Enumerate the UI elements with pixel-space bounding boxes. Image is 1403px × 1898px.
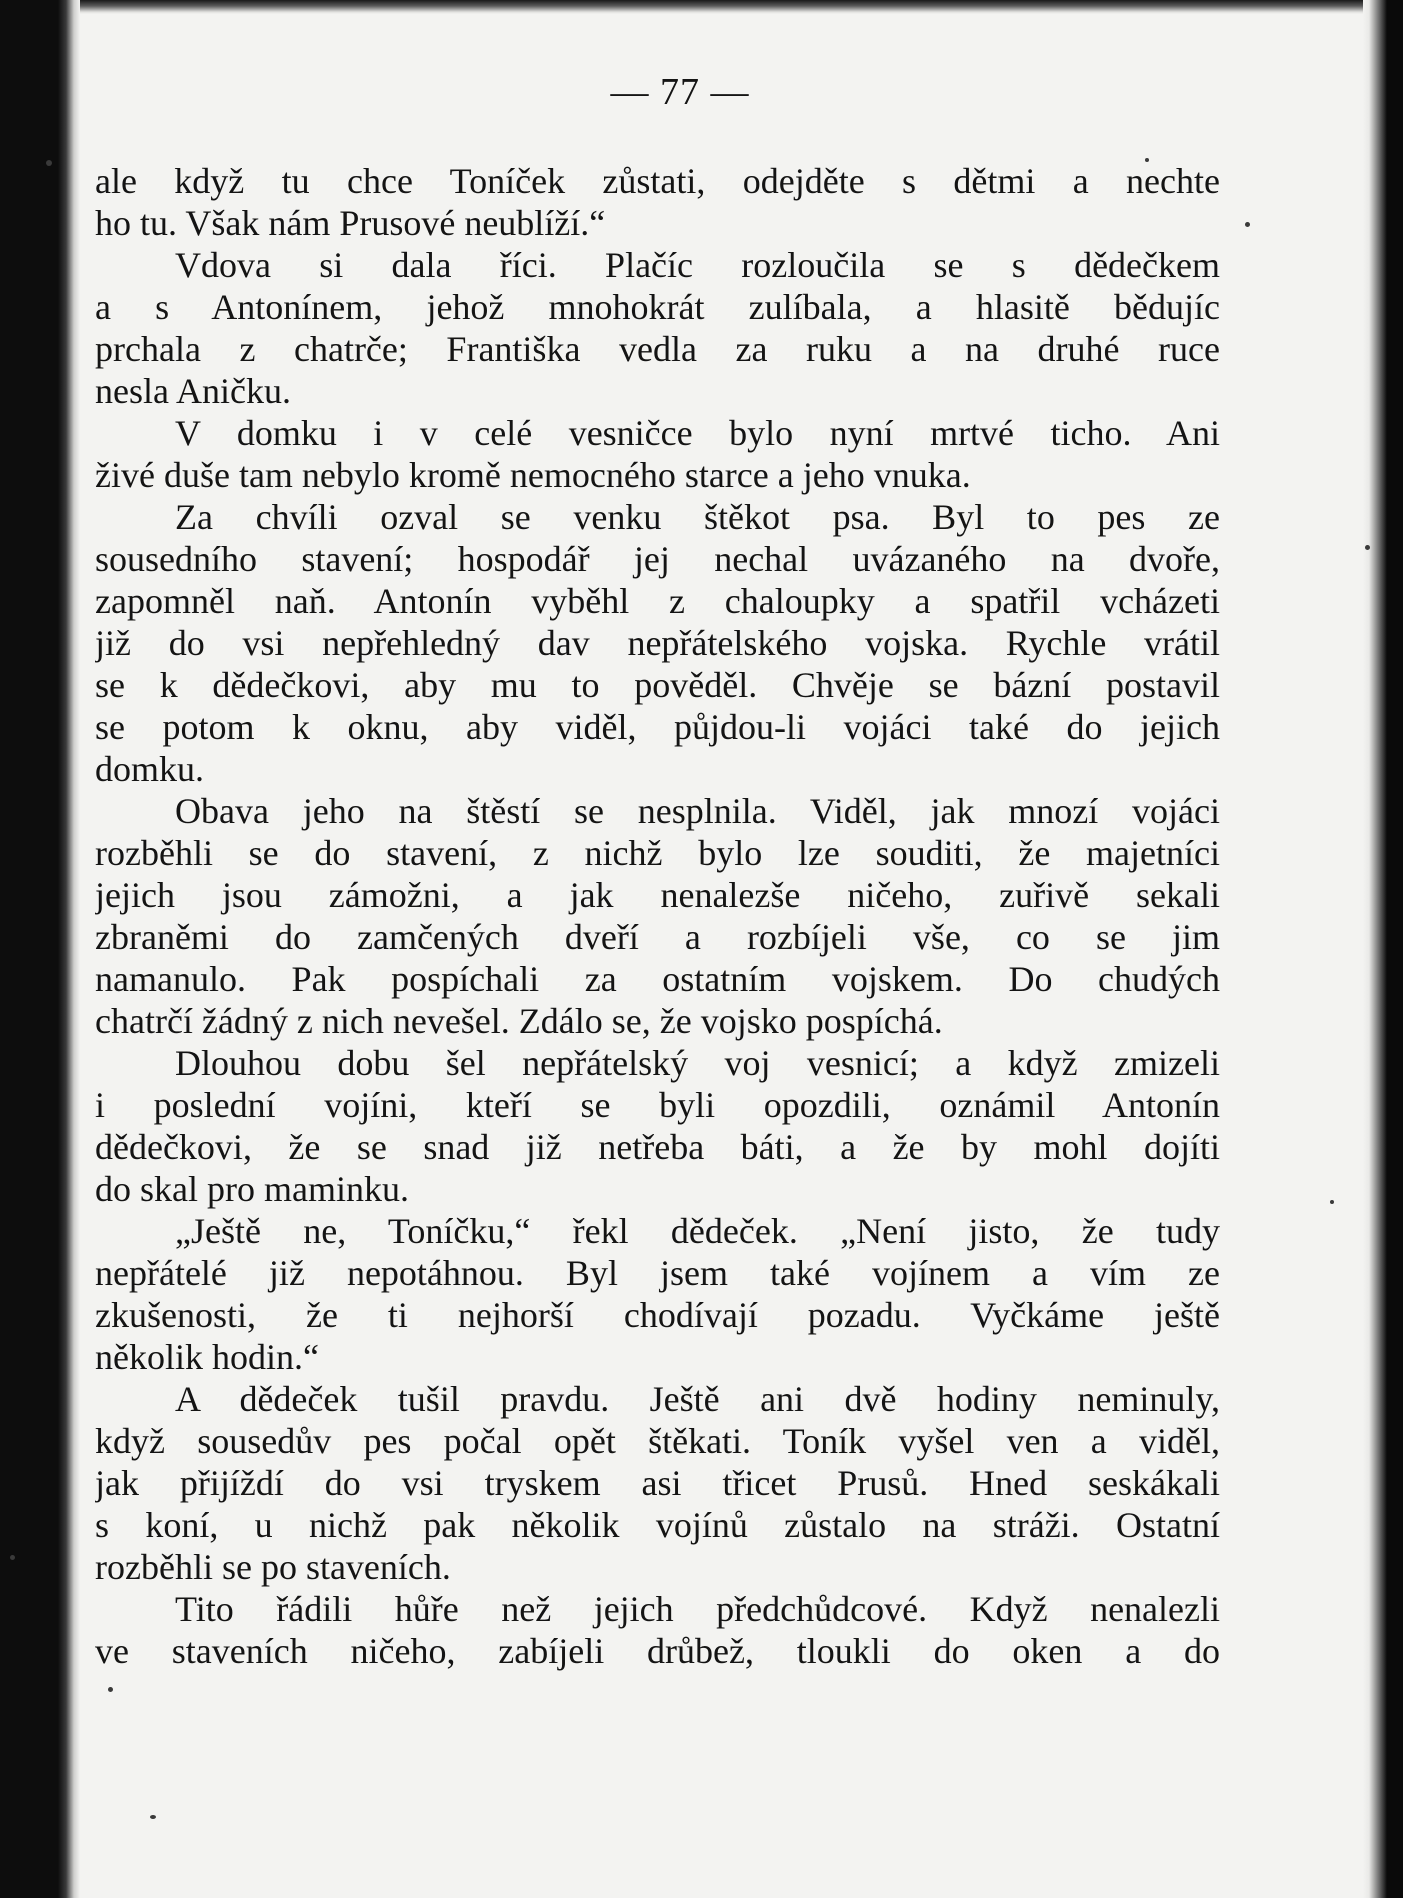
scan-speck (10, 1555, 15, 1560)
text-line: chatrčí žádný z nich nevešel. Zdálo se, že vojsko pospíchá. (95, 1001, 943, 1041)
text-line: ve staveních ničeho, zabíjeli drůbež, tloukli do oken a do (95, 1631, 1220, 1671)
text-line: jak přijíždí do vsi tryskem asi třicet Prusů. Hned seskákali (95, 1463, 1220, 1503)
page-number: — 77 — (610, 71, 750, 113)
text-line: do skal pro maminku. (95, 1169, 409, 1209)
text-line: několik hodin.“ (95, 1337, 319, 1377)
text-line: se k dědečkovi, aby mu to pověděl. Chvěje se bázní postavil (95, 665, 1220, 705)
text-line: „Ještě ne, Toníčku,“ řekl dědeček. „Není jisto, že tudy (175, 1211, 1220, 1251)
text-line: ho tu. Však nám Prusové neublíží.“ (95, 203, 606, 243)
text-line: Za chvíli ozval se venku štěkot psa. Byl to pes ze (175, 497, 1220, 537)
text-line: zkušenosti, že ti nejhorší chodívají pozadu. Vyčkáme ještě (95, 1295, 1220, 1335)
text-line: Vdova si dala říci. Plačíc rozloučila se s dědečkem (175, 245, 1220, 285)
text-line: A dědeček tušil pravdu. Ještě ani dvě hodiny neminuly, (175, 1379, 1220, 1419)
text-line: a s Antonínem, jehož mnohokrát zulíbala, a hlasitě bědujíc (95, 287, 1220, 327)
text-line: nesla Aničku. (95, 371, 291, 411)
text-line: Obava jeho na štěstí se nesplnila. Viděl, jak mnozí vojáci (175, 791, 1220, 831)
scan-speck (1245, 222, 1250, 227)
text-line: prchala z chatrče; Františka vedla za ruku a na druhé ruce (95, 329, 1220, 369)
text-line: se potom k oknu, aby viděl, půjdou-li vojáci také do jejich (95, 707, 1220, 747)
text-line: domku. (95, 749, 205, 789)
scan-right-edge (1363, 0, 1403, 1898)
text-line: rozběhli se po staveních. (95, 1547, 451, 1587)
scan-speck (1365, 545, 1370, 550)
text-line: živé duše tam nebylo kromě nemocného starce a jeho vnuka. (95, 455, 971, 495)
scan-speck (108, 1687, 113, 1692)
scan-speck (1330, 1200, 1334, 1204)
text-line: s koní, u nichž pak několik vojínů zůstalo na stráži. Ostatní (95, 1505, 1220, 1545)
body-text (95, 160, 1220, 1672)
text-line: dědečkovi, že se snad již netřeba báti, a že by mohl dojíti (95, 1127, 1220, 1167)
text-line: Dlouhou dobu šel nepřátelský voj vesnicí; a když zmizeli (175, 1043, 1220, 1083)
text-line: Tito řádili hůře než jejich předchůdcové. Když nenalezli (175, 1589, 1220, 1629)
scan-speck (46, 160, 52, 166)
scan-top-edge (0, 0, 1403, 14)
text-line: i poslední vojíni, kteří se byli opozdili, oznámil Antonín (95, 1085, 1220, 1125)
text-line: V domku i v celé vesničce bylo nyní mrtvé ticho. Ani (175, 413, 1220, 453)
text-line: zbraněmi do zamčených dveří a rozbíjeli vše, co se jim (95, 917, 1220, 957)
text-line: sousedního stavení; hospodář jej nechal uvázaného na dvoře, (95, 539, 1220, 579)
text-line: zapomněl naň. Antonín vyběhl z chaloupky a spatřil vcházeti (95, 581, 1220, 621)
text-line: již do vsi nepřehledný dav nepřátelského vojska. Rychle vrátil (95, 623, 1220, 663)
text-line: jejich jsou zámožni, a jak nenalezše ničeho, zuřivě sekali (95, 875, 1220, 915)
text-line: rozběhli se do stavení, z nichž bylo lze souditi, že majetníci (95, 833, 1220, 873)
text-line: ale když tu chce Toníček zůstati, odejděte s dětmi a nechte (95, 161, 1220, 201)
text-line: nepřátelé již nepotáhnou. Byl jsem také vojínem a vím ze (95, 1253, 1220, 1293)
text-line: namanulo. Pak pospíchali za ostatním vojskem. Do chudých (95, 959, 1220, 999)
scan-speck (150, 1815, 156, 1819)
text-line: když sousedův pes počal opět štěkati. Toník vyšel ven a viděl, (95, 1421, 1220, 1461)
scan-left-edge (0, 0, 80, 1898)
